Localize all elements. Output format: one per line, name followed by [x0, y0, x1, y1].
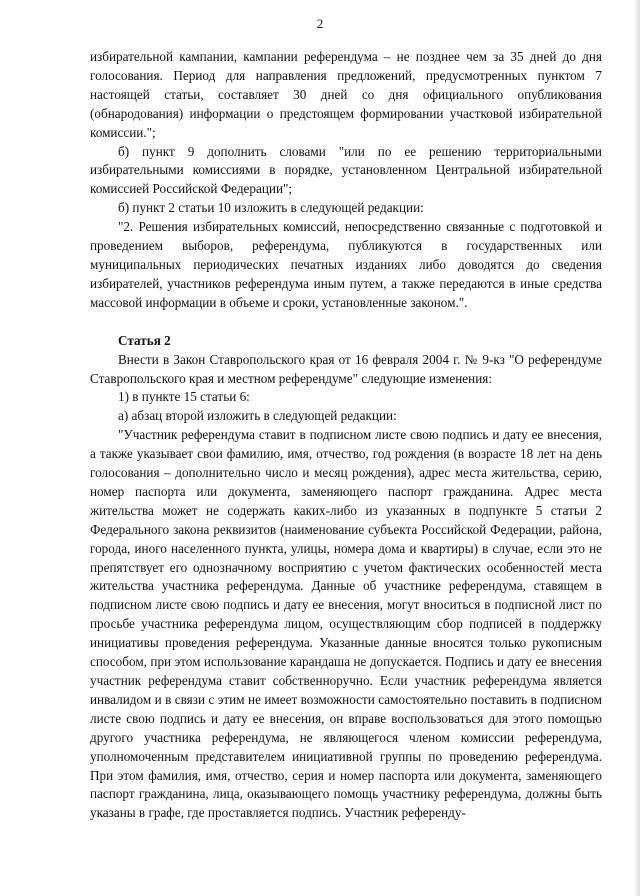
document-body	[90, 48, 602, 823]
paragraph-quoted-decisions: "2. Решения избирательных комиссий, непосредственно связанные с подготовкой и проведением выборов, референдума, публикуются в государственных или муниципальных периодических печатных изданиях либо доводятся до сведения избирателей, участников референдума иным путем, а также передаются в иные средства массовой информации в объеме и сроки, установленные законом.".	[90, 219, 602, 310]
paragraph-item-a: а) абзац второй изложить в следующей редакции:	[118, 408, 397, 424]
paragraph-item-b-point-9: б) пункт 9 дополнить словами "или по ее решению территориальными избирательными комиссиями в порядке, установленном Центральной избирательной комиссией Российской Федерации";	[90, 143, 602, 197]
article-heading: Статья 2	[118, 332, 171, 348]
page-number: 2	[316, 16, 324, 31]
paragraph-amend-law: Внести в Закон Ставропольского края от 16 февраля 2004 г. № 9-кз "О референдуме Ставропольского края и местном референдуме" следующие изменения:	[90, 351, 602, 386]
scan-edge-shadow	[634, 0, 640, 896]
paragraph-item-b-article-10: б) пункт 2 статьи 10 изложить в следующей редакции:	[118, 200, 424, 216]
paragraph-item-1: 1) в пункте 15 статьи 6:	[118, 389, 250, 405]
paragraph-quoted-signature-rules: "Участник референдума ставит в подписном листе свою подпись и дату ее внесения, а также указывает свои фамилию, имя, отчество, год рождения (в возрасте 18 лет на день голосования – дополнительно число и месяц рождения), адрес места жительства, серию, номер паспорта или документа, заменяющего паспорт гражданина. Адрес места жительства может не содержать каких-либо из указанных в подпункте 5 статьи 2 Федерального закона реквизитов (наименование субъекта Российской Федерации, района, города, иного населенного пункта, улицы, номера дома и квартиры) в случае, если это не препятствует его однозначному восприятию с учетом фактических особенностей места жительства участника референдума. Данные об участнике референдума, ставящем в подписном листе свою подпись и дату ее внесения, могут вноситься в подписной лист по просьбе участника референдума лицом, осуществляющим сбор подписей в поддержку инициативы проведения референдума. Указанные данные вносятся только рукописным способом, при этом использование карандаша не допускается. Подпись и дату ее внесения участник референдума ставит собственноручно. Если участник референдума является инвалидом и в связи с этим не имеет возможности самостоятельно поставить в подписном листе свою подпись и дату ее внесения, он вправе воспользоваться для этого помощью другого участника референдума, не являющегося членом комиссии референдума, уполномоченным представителем инициативной группы по проведению референдума. При этом фамилия, имя, отчество, серия и номер паспорта или документа, заменяющего паспорт гражданина, лица, оказывающего помощь участнику референдума, должны быть указаны в графе, где проставляется подпись. Участник референду-	[90, 427, 602, 821]
paragraph-continuation: избирательной кампании, кампании референдума – не позднее чем за 35 дней до дня голосования. Период для направления предложений, предусмотренных пунктом 7 настоящей статьи, составляет 30 дней со дня официального опубликования (обнародования) информации о предстоящем формировании участковой избирательной комиссии.";	[90, 49, 602, 140]
